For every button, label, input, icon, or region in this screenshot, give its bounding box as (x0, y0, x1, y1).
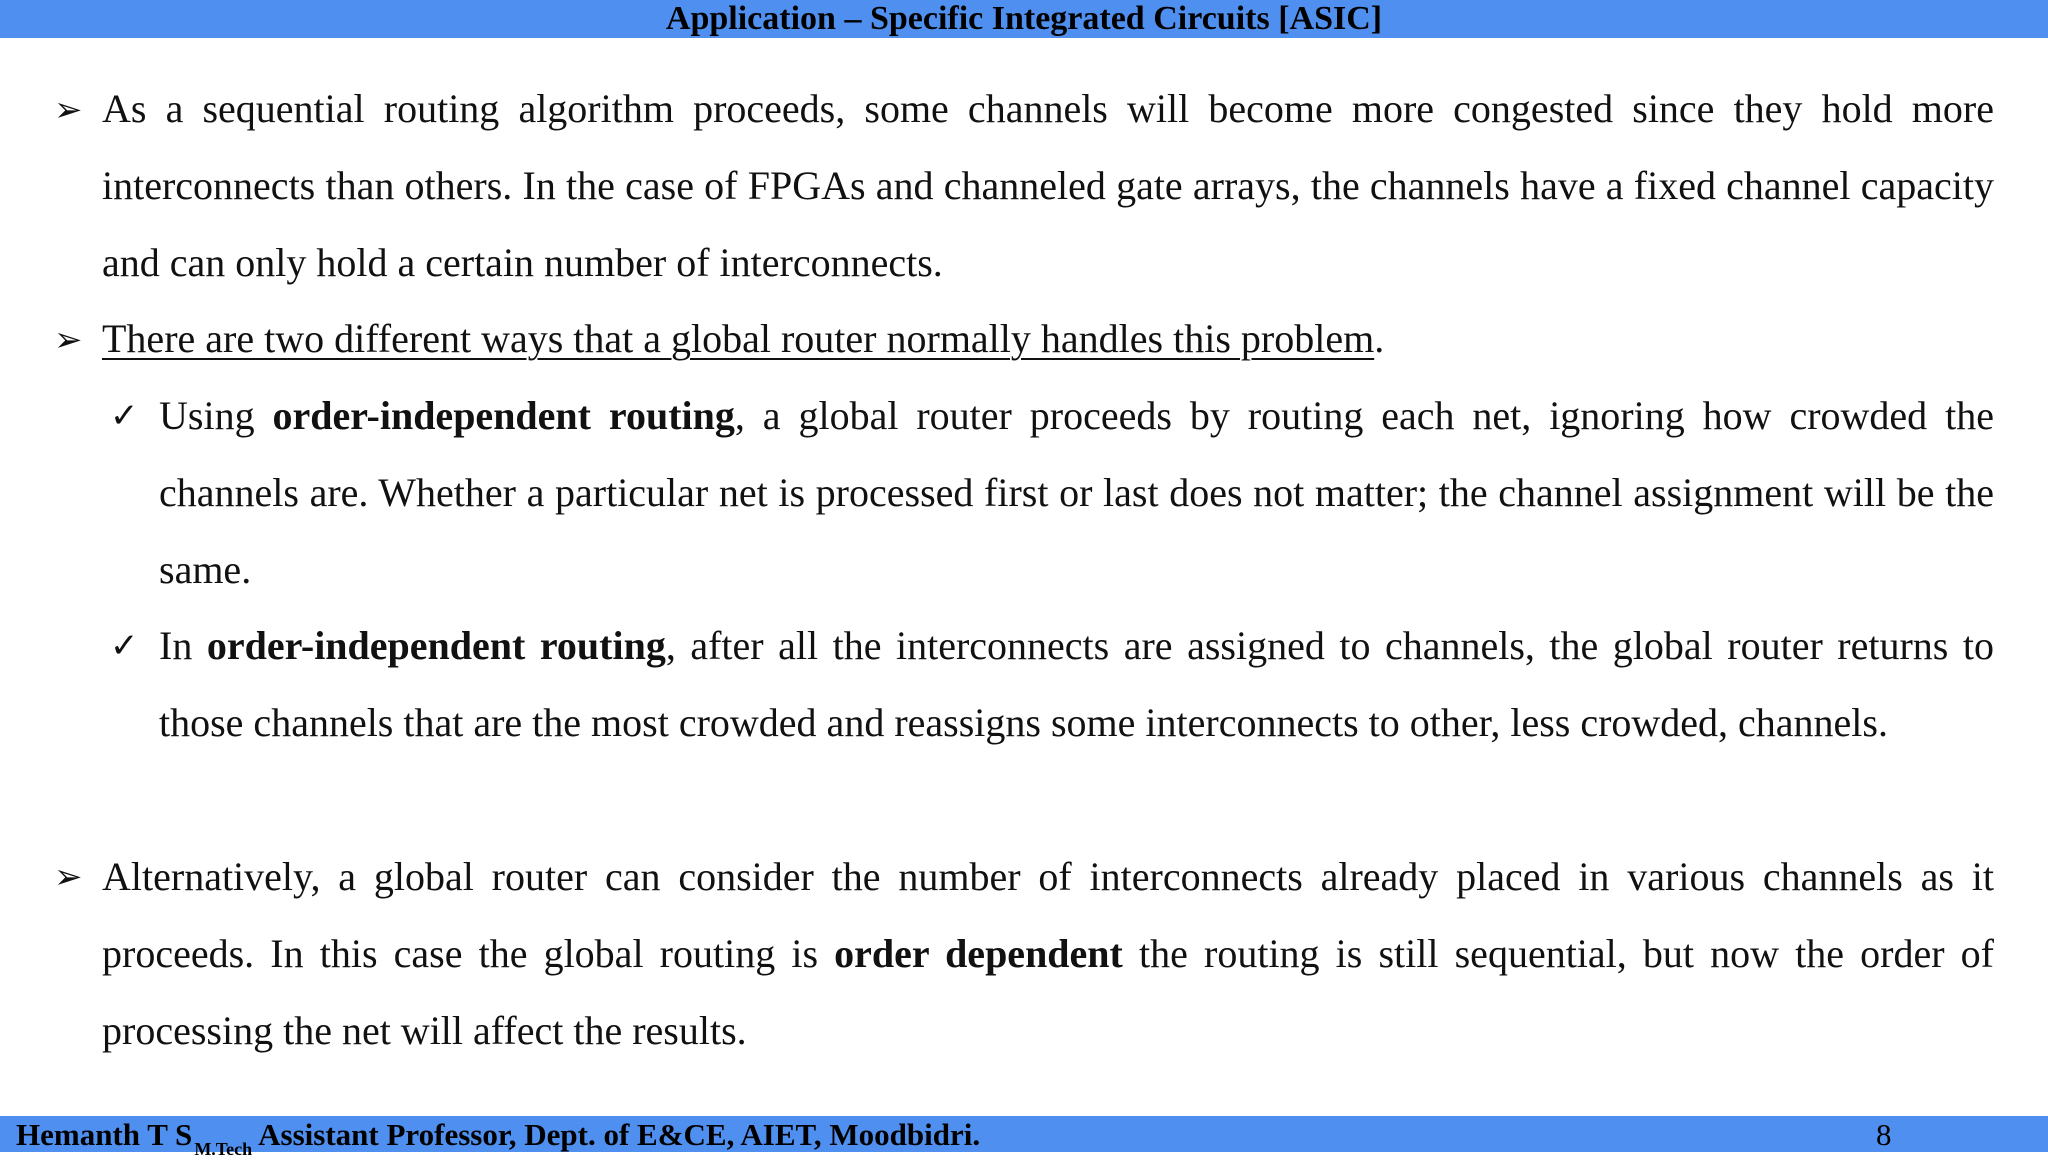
footer-author-line (16, 1116, 980, 1168)
arrow-bullet-icon: ➢ (54, 320, 83, 360)
slide-footer-bar (0, 1116, 2048, 1159)
slide-title-bar (0, 0, 2048, 38)
check-bullet-icon: ✓ (110, 626, 139, 666)
sub-bullet-2-pre: In (159, 623, 207, 668)
bullet-paragraph-2 (102, 301, 1994, 378)
bullet-1-text: As a sequential routing algorithm proceeds, some channels will become more congested since they hold more interconnects than others. In the case of FPGAs and channeled gate arrays, the channels have a fixed channel capacity and can only hold a certain number of interconnects. (102, 86, 1994, 285)
sub-bullet-1-post: , a global router proceeds by routing each net, ignoring how crowded the channels are. Whether a particular net is processed first or last does not matter; the channel assignment will be the same. (159, 393, 1994, 592)
author-name: Hemanth T S (16, 1117, 193, 1152)
sub-bullet-paragraph-1 (159, 378, 1994, 608)
sub-bullet-paragraph-2 (159, 608, 1994, 762)
page-number: 8 (1876, 1117, 1892, 1152)
sub-bullet-1-bold: order-independent routing (272, 393, 735, 438)
sub-bullet-2-bold: order-independent routing (206, 623, 666, 668)
arrow-bullet-icon: ➢ (54, 90, 83, 130)
bullet-3-bold: order dependent (834, 930, 1123, 976)
sub-bullet-1-pre: Using (159, 393, 273, 438)
author-affiliation: Assistant Professor, Dept. of E&CE, AIET, Moodbidri. (258, 1117, 981, 1152)
bullet-3-pre: Alternatively, a global router can consider the number of interconnects already placed in various channels as it proceeds. In this case the global routing is (102, 854, 1994, 976)
bullet-paragraph-1 (102, 71, 1994, 301)
bullet-2-underlined-text: There are two different ways that a global router normally handles this problem (102, 316, 1375, 361)
sub-bullet-2-post: , after all the interconnects are assigned to channels, the global router returns to those channels that are the most crowded and reassigns some interconnects to other, less crowded, channels. (159, 623, 1994, 745)
arrow-bullet-icon: ➢ (54, 857, 83, 897)
bullet-paragraph-3 (102, 839, 1994, 1069)
author-degree: M.Tech (194, 1139, 253, 1159)
bullet-2-tail: . (1374, 316, 1385, 361)
check-bullet-icon: ✓ (110, 396, 139, 436)
slide-title: Application – Specific Integrated Circuits [ASIC] (665, 0, 1383, 37)
bullet-3-post: the routing is still sequential, but now the order of processing the net will affect the results. (102, 930, 1994, 1053)
